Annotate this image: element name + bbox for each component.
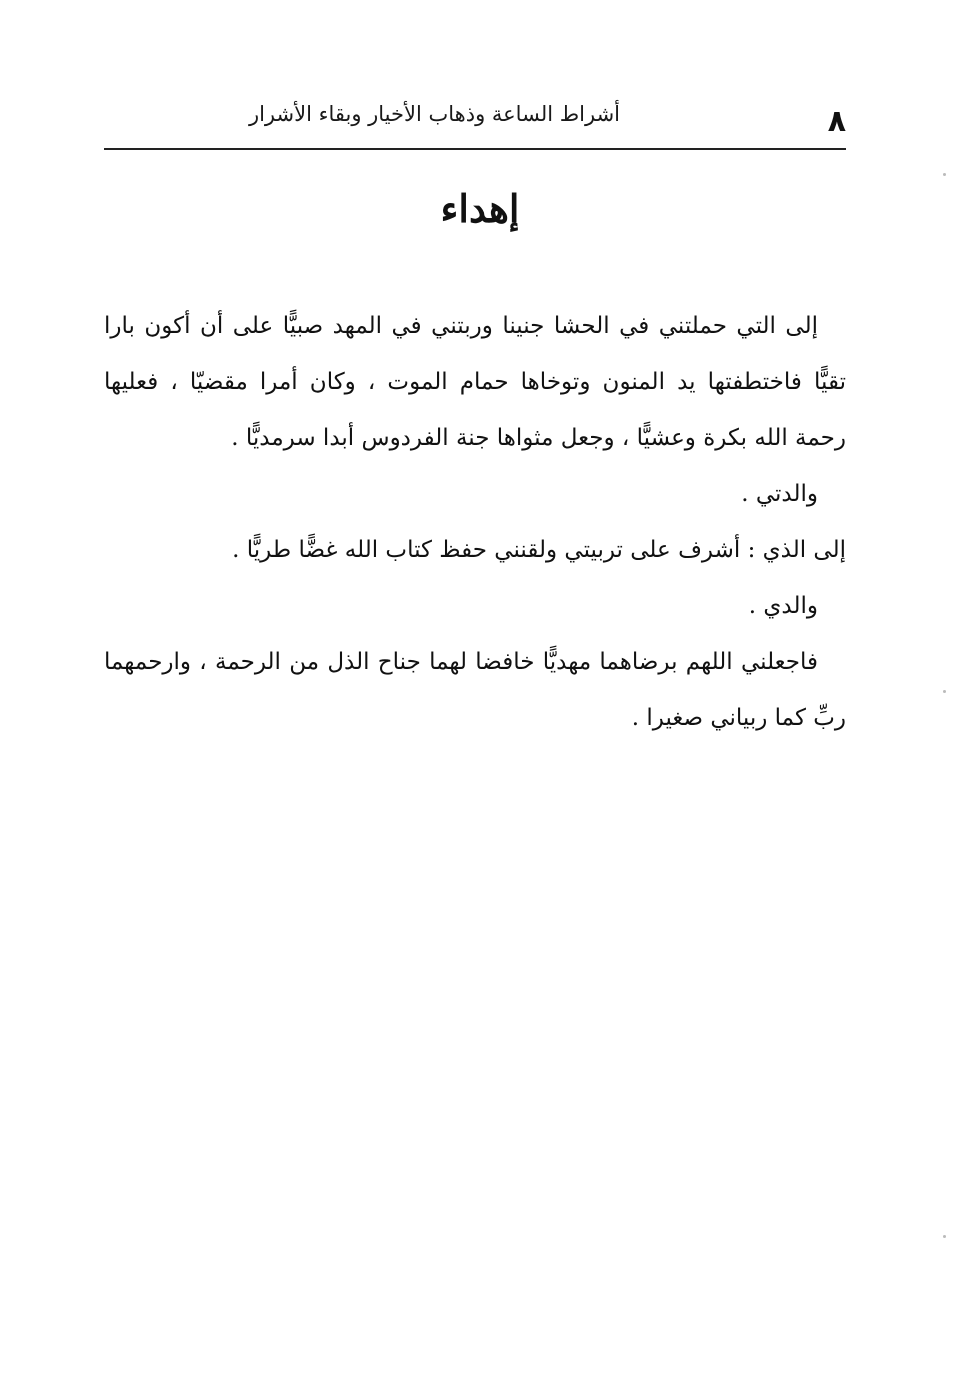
running-title: أشراط الساعة وذهاب الأخيار وبقاء الأشرار	[248, 102, 620, 126]
section-title: إهداء	[440, 186, 520, 231]
running-header	[104, 98, 846, 148]
page-number: ٨	[827, 104, 846, 139]
paragraph-mother-label: والدتي .	[741, 481, 818, 507]
header-rule	[104, 148, 846, 150]
scan-speck	[943, 1235, 946, 1238]
scan-speck	[943, 690, 946, 693]
paragraph-prayer: فاجعلني اللهم برضاهما مهديًّا خافضا لهما جناح الذل من الرحمة ، وارحمهما ربِّ كما ربياني صغيرا .	[104, 649, 846, 731]
paragraph-dedication-mother: إلى التي حملتني في الحشا جنينا وربتني في المهد صبيًّا على أن أكون بارا تقيًّا فاختطفتها يد المنون وتوخاها حمام الموت ، وكان أمرا مقضيّا ، فعليها رحمة الله بكرة وعشيًّا ، وجعل مثواها جنة الفردوس أبدا سرمديًّا .	[104, 313, 846, 451]
dedication-body	[104, 298, 846, 746]
scan-speck	[943, 173, 946, 176]
paragraph-dedication-father: إلى الذي : أشرف على تربيتي ولقنني حفظ كتاب الله غضًّا طريًّا .	[232, 537, 846, 563]
paragraph-father-label: والدي .	[748, 593, 818, 619]
